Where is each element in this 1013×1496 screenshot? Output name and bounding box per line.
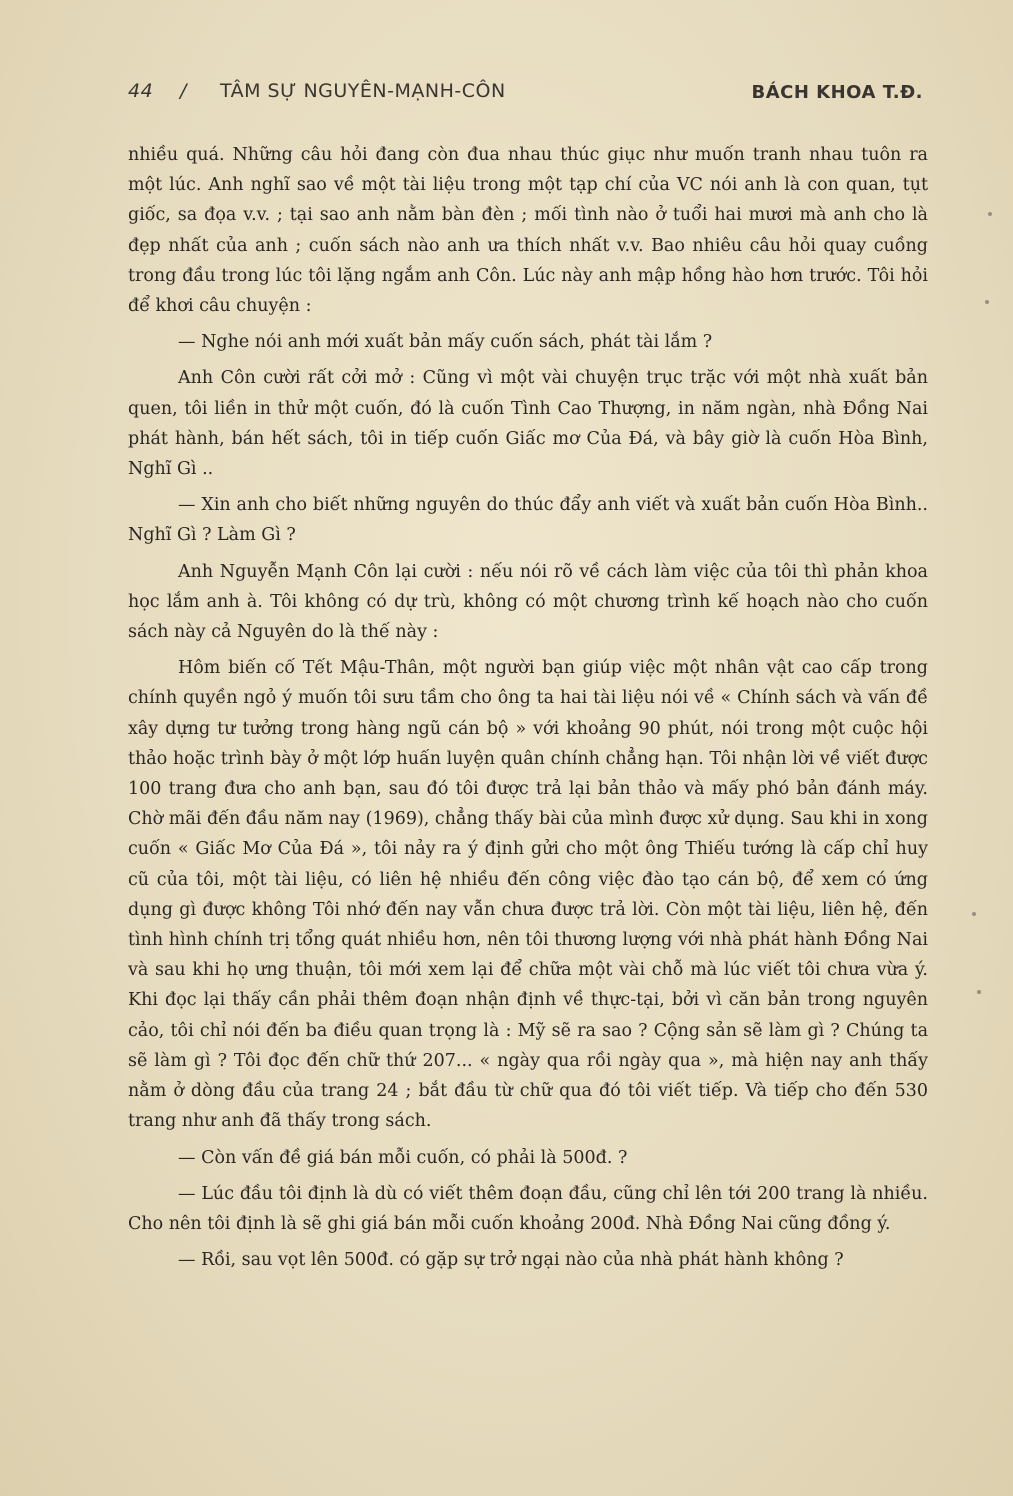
header-separator: / bbox=[180, 80, 187, 102]
running-header bbox=[128, 80, 923, 110]
paragraph: Anh Nguyễn Mạnh Côn lại cười : nếu nói rõ về cách làm việc của tôi thì phản khoa học lắm anh à. Tôi không có dự trù, không có một chương trình kế hoạch nào cho cuốn sách này cả Nguyên do là thế này : bbox=[128, 561, 928, 643]
dialogue-line: — Rồi, sau vọt lên 500đ. có gặp sự trở ngại nào của nhà phát hành không ? bbox=[178, 1250, 844, 1271]
publication-name: BÁCH KHOA T.Đ. bbox=[751, 82, 923, 103]
paragraph: nhiều quá. Những câu hỏi đang còn đua nhau thúc giục như muốn tranh nhau tuôn ra một lúc. Anh nghĩ sao về một tài liệu trong một tạp chí của VC nói anh là con quan, tụt giốc, sa đọa v.v. ; tại sao anh nằm bàn đèn ; mối tình nào ở tuổi hai mươi mà anh cho là đẹp nhất của anh ; cuốn sách nào anh ưa thích nhất v.v. Bao nhiêu câu hỏi quay cuồng trong đầu trong lúc tôi lặng ngắm anh Côn. Lúc này anh mập hồng hào hơn trước. Tôi hỏi để khơi câu chuyện : bbox=[128, 145, 928, 317]
article-title: TÂM SỰ NGUYÊN-MẠNH-CÔN bbox=[220, 80, 506, 102]
dialogue-line: — Lúc đầu tôi định là dù có viết thêm đoạn đầu, cũng chỉ lên tới 200 trang là nhiều. Cho nên tôi định là sẽ ghi giá bán mỗi cuốn khoảng 200đ. Nhà Đồng Nai cũng đồng ý. bbox=[128, 1183, 928, 1234]
dialogue-line: — Còn vấn đề giá bán mỗi cuốn, có phải là 500đ. ? bbox=[178, 1147, 628, 1168]
article-body bbox=[128, 140, 928, 1275]
paragraph: Anh Côn cười rất cởi mở : Cũng vì một vài chuyện trục trặc với một nhà xuất bản quen, tôi liền in thử một cuốn, đó là cuốn Tình Cao Thượng, in năm ngàn, nhà Đồng Nai phát hành, bán hết sách, tôi in tiếp cuốn Giấc mơ Của Đá, và bây giờ là cuốn Hòa Bình, Nghĩ Gì .. bbox=[128, 368, 928, 480]
paper-speck bbox=[985, 300, 989, 304]
paper-speck bbox=[988, 212, 992, 216]
dialogue-line: — Xin anh cho biết những nguyên do thúc đẩy anh viết và xuất bản cuốn Hòa Bình.. Nghĩ Gì ? Làm Gì ? bbox=[128, 495, 928, 546]
paper-speck bbox=[972, 912, 976, 916]
dialogue-line: — Nghe nói anh mới xuất bản mấy cuốn sách, phát tài lắm ? bbox=[178, 332, 713, 353]
paper-speck bbox=[977, 990, 981, 994]
paragraph: Hôm biến cố Tết Mậu-Thân, một người bạn giúp việc một nhân vật cao cấp trong chính quyền ngỏ ý muốn tôi sưu tầm cho ông ta hai tài liệu nói về « Chính sách và vấn đề xây dựng tư tưởng trong hàng ngũ cán bộ » với khoảng 90 phút, nói trong một cuộc hội thảo hoặc trình bày ở một lớp huấn luyện quân chính chẳng hạn. Tôi nhận lời về viết được 100 trang đưa cho anh bạn, sau đó tôi được trả lại bản thảo và mấy phó bản đánh máy. Chờ mãi đến đầu năm nay (1969), chẳng thấy bài của mình được xử dụng. Sau khi in xong cuốn « Giấc Mơ Của Đá », tôi nảy ra ý định gửi cho một ông Thiếu tướng là cấp chỉ huy cũ của tôi, một tài liệu, có liên hệ nhiều đến công việc đào tạo cán bộ, để xem có ứng dụng gì được không Tôi nhớ đến nay vẫn chưa được trả lời. Còn một tài liệu, liên hệ, đến tình hình chính trị tổng quát nhiều hơn, nên tôi thương lượng với nhà phát hành Đồng Nai và sau khi họ ưng thuận, tôi mới xem lại để chữa một vài chỗ mà lúc viết tôi chưa vừa ý. Khi đọc lại thấy cần phải thêm đoạn nhận định về thực-tại, bởi vì căn bản trong nguyên cảo, tôi chỉ nói đến ba điều quan trọng là : Mỹ sẽ ra sao ? Cộng sản sẽ làm gì ? Chúng ta sẽ làm gì ? Tôi đọc đến chữ thứ 207... « ngày qua rồi ngày qua », mà hiện nay anh thấy nằm ở dòng đầu của trang 24 ; bắt đầu từ chữ qua đó tôi viết tiếp. Và tiếp cho đến 530 trang như anh đã thấy trong sách. bbox=[128, 658, 928, 1132]
page-number: 44 bbox=[128, 80, 154, 102]
